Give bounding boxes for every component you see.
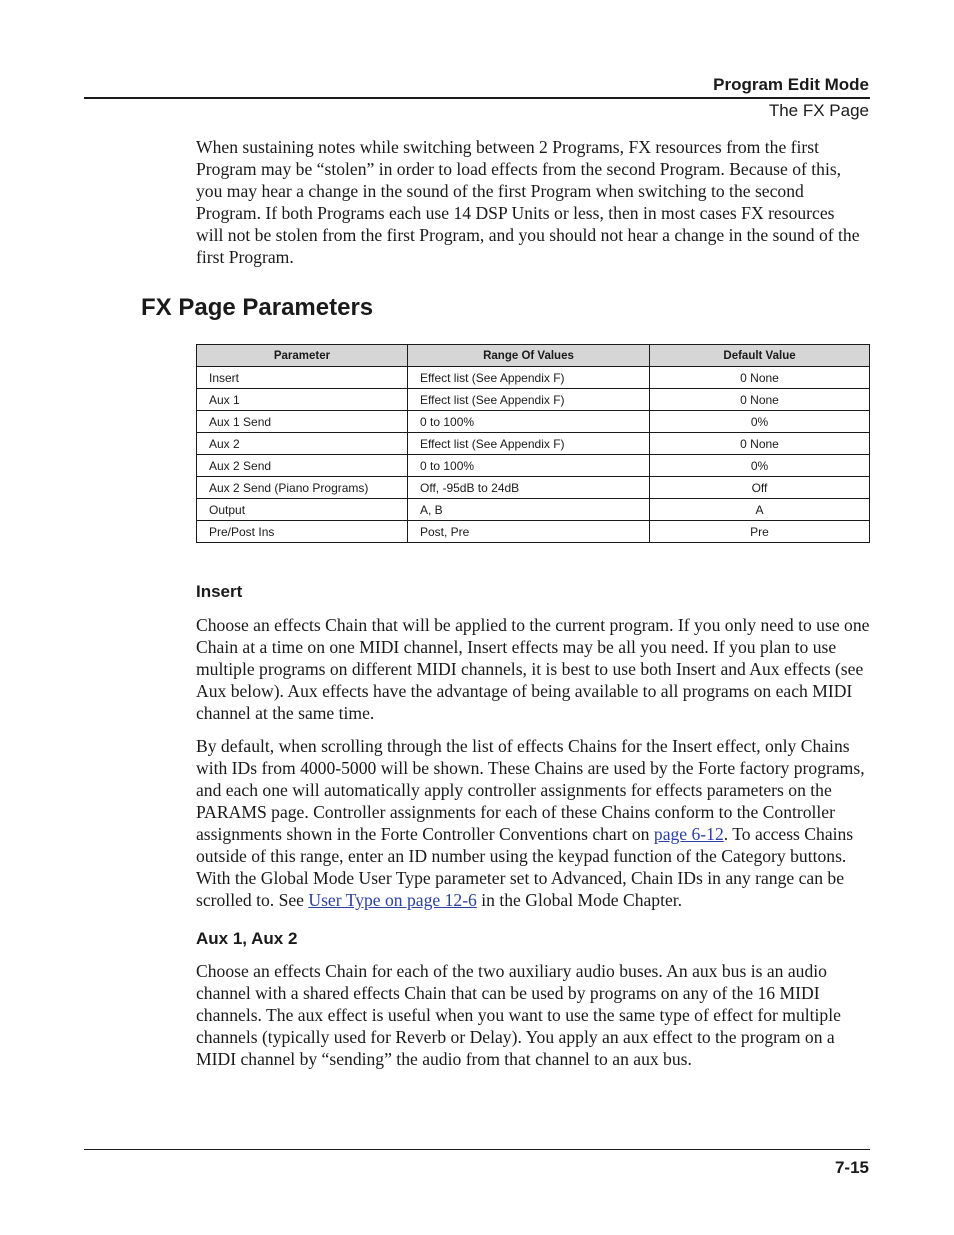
column-header: Parameter [197,345,408,367]
table-cell: Aux 2 [197,433,408,455]
footer-rule [84,1149,870,1150]
paragraph-text: By default, when scrolling through the list of effects Chains for the Insert effect, only Chains with IDs from 4000-5000 will be shown. These Chains are used by the Forte factory programs, and each one will automatically apply controller assignments for effects parameters on the PARAMS page. Controller assignments for each of these Chains conform to the Controller assignments shown in the Forte Controller Conventions chart on [196,736,865,844]
header-rule [84,97,870,99]
table-cell: 0% [650,455,870,477]
table-cell: Insert [197,367,408,389]
table-header-row [197,345,870,367]
table-cell: Effect list (See Appendix F) [408,367,650,389]
aux-heading: Aux 1, Aux 2 [196,929,298,948]
table-cell: 0 to 100% [408,411,650,433]
table-row [197,389,870,411]
table-cell: Pre [650,521,870,543]
table-cell: 0 None [650,367,870,389]
header-subtitle: The FX Page [768,101,869,120]
table-cell: Aux 1 Send [197,411,408,433]
intro-paragraph: When sustaining notes while switching between 2 Programs, FX resources from the first Program may be “stolen” in order to load effects from the second Program. Because of this, you may hear a change in the sound of the first Program when switching to the second Program. If both Programs each use 14 DSP Units or less, then in most cases FX resources will not be stolen from the first Program, and you should not hear a change in the sound of the first Program. [196,137,860,267]
header-title: Program Edit Mode [713,75,869,94]
table-cell: Effect list (See Appendix F) [408,389,650,411]
table-cell: Aux 2 Send (Piano Programs) [197,477,408,499]
page-number: 7-15 [834,1158,869,1177]
user-type-link[interactable]: User Type on page 12-6 [308,890,477,910]
table-cell: Output [197,499,408,521]
table-cell: Aux 1 [197,389,408,411]
table-cell: A [650,499,870,521]
table-cell: 0 None [650,389,870,411]
insert-heading: Insert [196,582,243,601]
column-header: Range Of Values [408,345,650,367]
page-6-12-link[interactable]: page 6-12 [653,824,724,844]
aux-paragraph: Choose an effects Chain for each of the two auxiliary audio buses. An aux bus is an audio channel with a shared effects Chain that can be used by programs on any of the 16 MIDI channels. The aux effect is useful when you want to use the same type of effect for multiple channels (typically used for Reverb or Delay). You apply an aux effect to the program on a MIDI channel by “sending” the audio from that channel to an aux bus. [196,961,841,1069]
table-cell: Aux 2 Send [197,455,408,477]
table-row [197,433,870,455]
table-cell: Pre/Post Ins [197,521,408,543]
table-cell: 0% [650,411,870,433]
section-title: FX Page Parameters [141,294,374,321]
table-cell: 0 None [650,433,870,455]
parameters-table [196,344,870,543]
table-row [197,477,870,499]
insert-paragraph-1: Choose an effects Chain that will be applied to the current program. If you only need to use one Chain at a time on one MIDI channel, Insert effects may be all you need. If you plan to use multiple programs on different MIDI channels, it is best to use both Insert and Aux effects (see Aux below). Aux effects have the advantage of being available to all programs on each MIDI channel at the same time. [196,615,870,723]
table-cell: 0 to 100% [408,455,650,477]
table-cell: A, B [408,499,650,521]
table-row [197,411,870,433]
table-row [197,521,870,543]
insert-paragraph-2 [196,735,870,911]
table-row [197,499,870,521]
table-row [197,455,870,477]
table-cell: Effect list (See Appendix F) [408,433,650,455]
column-header: Default Value [650,345,870,367]
table-cell: Post, Pre [408,521,650,543]
table-cell: Off [650,477,870,499]
table-cell: Off, -95dB to 24dB [408,477,650,499]
paragraph-text: . To access Chains outside of this range, enter an ID number using the keypad function of the Category buttons. With the Global Mode User Type parameter set to Advanced, Chain IDs in any range can be scrolled to. See [196,824,854,910]
table-row [197,367,870,389]
paragraph-text: in the Global Mode Chapter. [476,890,683,910]
